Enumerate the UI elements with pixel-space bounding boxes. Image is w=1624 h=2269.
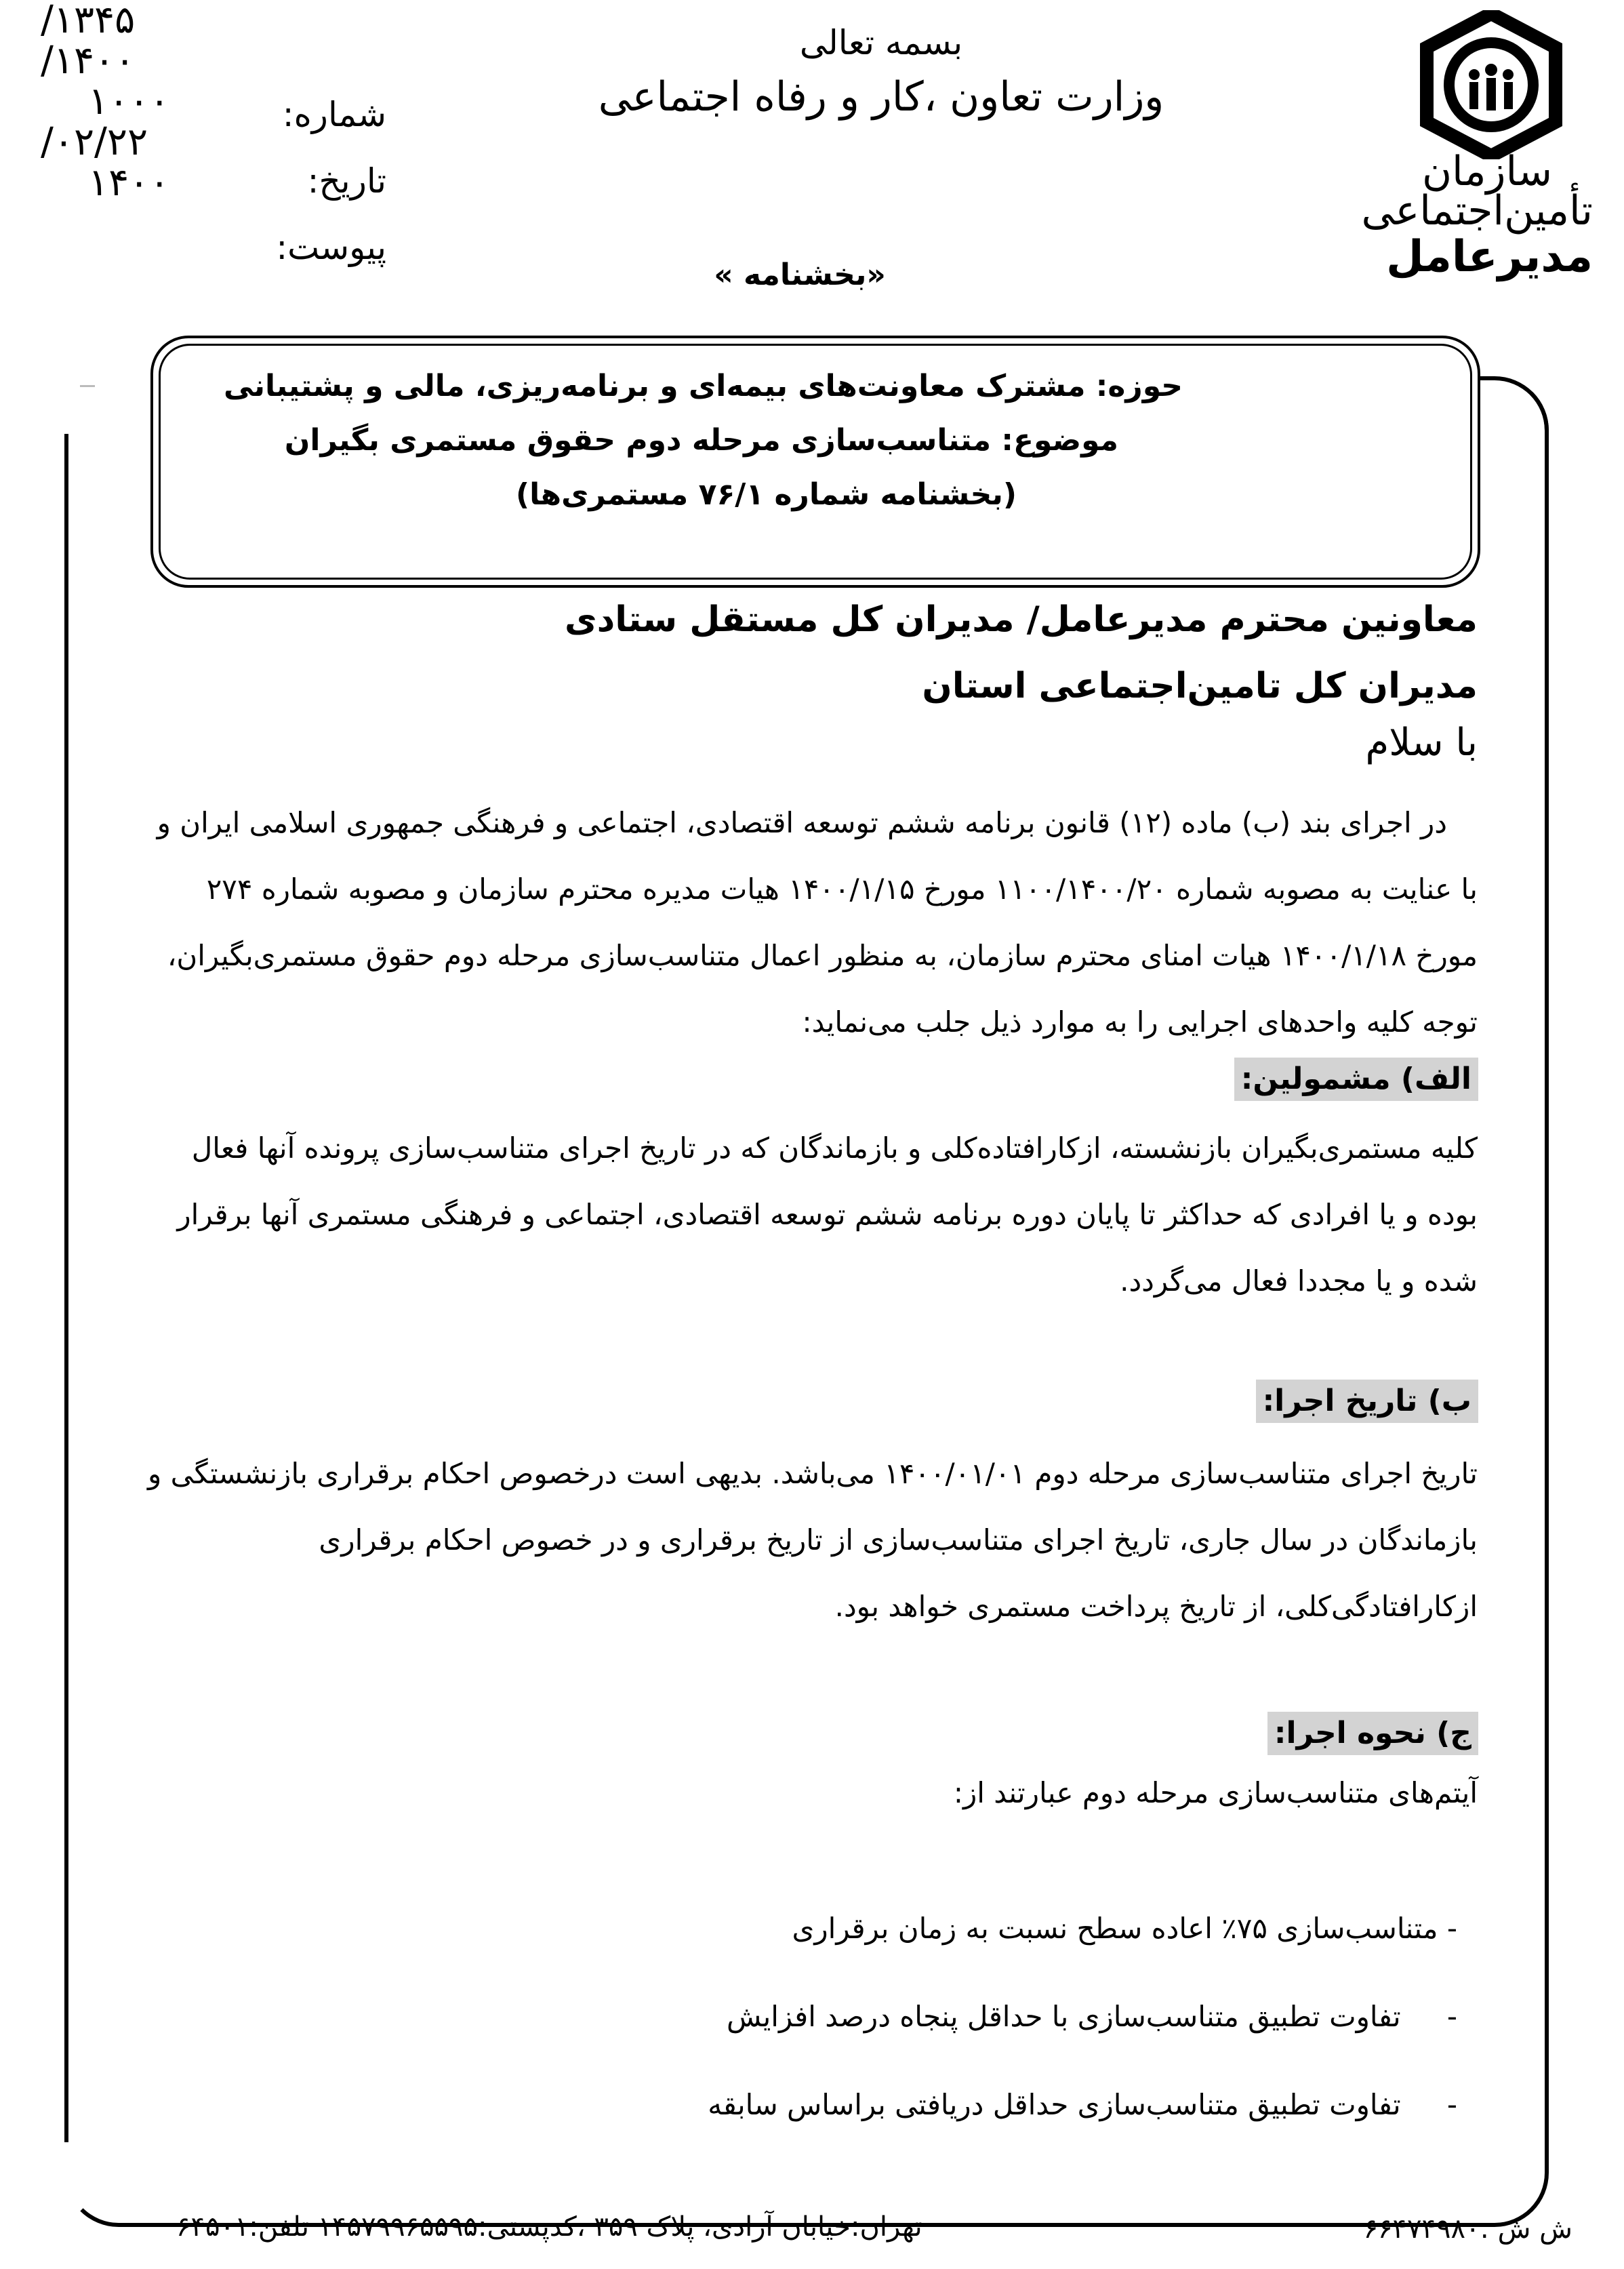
bulletin-label: «بخشنامه » [714, 258, 886, 292]
section-alef-body [119, 1115, 1478, 1314]
section-be-body [119, 1441, 1478, 1640]
section-alef-heading: الف) مشمولین: [1234, 1058, 1478, 1101]
letter-attachment-label: پیوست: [276, 228, 386, 267]
social-security-logo-icon [1410, 10, 1572, 159]
greeting: با سلام [1365, 721, 1478, 765]
section-alef-line: بوده و یا افرادی که حداکثر تا پایان دوره برنامه ششم توسعه اقتصادی، اجتماعی و فرهنگی مستمری آنها برقرار [177, 1198, 1478, 1231]
list-item-dash: - [1446, 2088, 1457, 2121]
intro-line: مورخ ۱۴۰۰/۱/۱۸ هیات امنای محترم سازمان، به منظور اعمال متناسب‌سازی مرحله دوم حقوق مستمری‌بگیران، [167, 939, 1478, 972]
logo-org-line1: سازمان [1421, 148, 1552, 195]
subject-domain: حوزه: مشترک معاونت‌های بیمه‌ای و برنامه‌ریزی، مالی و پشتیبانی [224, 369, 1183, 403]
letter-number-value-3: ۱۰۰۰ [88, 79, 170, 123]
list-item-text: - متناسب‌سازی ۷۵٪ اعاده سطح نسبت به زمان برقراری [792, 1912, 1457, 1945]
list-item-text: تفاوت تطبیق متناسب‌سازی با حداقل پنجاه درصد افزایش [727, 2000, 1401, 2033]
list-item-text: تفاوت تطبیق متناسب‌سازی حداقل دریافتی براساس سابقه [708, 2088, 1401, 2121]
logo-org-line2: تأمین‌اجتماعی [1361, 187, 1593, 235]
section-jim-heading: ج) نحوه اجرا: [1267, 1712, 1478, 1755]
section-jim-intro: آیتم‌های متناسب‌سازی مرحله دوم عبارتند از: [953, 1776, 1478, 1809]
letter-header [474, 19, 1288, 127]
letter-number-value-2: /۱۴۰۰ [41, 39, 136, 83]
intro-line: با عنایت به مصوبه شماره ۱۱۰۰/۱۴۰۰/۲۰ مورخ ۱۴۰۰/۱/۱۵ هیات مدیره محترم سازمان و مصوبه شماره ۲۷۴ [206, 872, 1478, 906]
section-be-heading: ب) تاریخ اجرا: [1256, 1380, 1478, 1423]
subject-box [203, 359, 1220, 522]
addressee-line-2: مدیران کل تامین‌اجتماعی استان [922, 666, 1478, 706]
logo-title: مدیرعامل [1386, 232, 1593, 282]
subject-topic: موضوع: متناسب‌سازی مرحله دوم حقوق مستمری بگیران [284, 423, 1118, 458]
list-item-dash: - [1446, 2000, 1457, 2033]
page-frame-corner [1478, 376, 1549, 444]
letter-date-value-1: /۰۲/۲۲ [41, 120, 148, 164]
intro-paragraph [119, 790, 1478, 1056]
footer-code: ش ش :۶۶۴۷۴۹۸۰ [1363, 2213, 1572, 2245]
section-alef-line: شده و یا مجددا فعال می‌گردد. [1120, 1264, 1478, 1298]
list-item [474, 1905, 1478, 1952]
section-be-line: بازماندگان در سال جاری، تاریخ اجرای متناسب‌سازی از تاریخ برقراری و در خصوص احکام برقراری [319, 1523, 1478, 1557]
intro-line: توجه کلیه واحدهای اجرایی را به موارد ذیل جلب می‌نماید: [802, 1005, 1478, 1039]
footer-address: تهران:خیابان آزادی، پلاک ۳۵۹ ،کدپستی:۱۴۵۷۹۹۶۵۵۹۵ تلفن:۶۴۵۰۱ [176, 2211, 922, 2243]
letter-meta-labels [258, 81, 386, 281]
addressees [203, 586, 1478, 767]
basmala: بسمه تعالی [799, 23, 963, 62]
logo-text [1328, 148, 1593, 283]
subject-bulletin-number: (بخشنامه شماره ۷۶/۱ مستمری‌ها) [515, 477, 1017, 512]
section-be-line: ازکارافتادگی‌کلی، از تاریخ پرداخت مستمری خواهد بود. [834, 1590, 1478, 1623]
page-frame-left-line [64, 434, 68, 2142]
letter-number-value-1: /۱۳۴۵ [41, 0, 136, 42]
letter-date-value-2: ۱۴۰۰ [88, 161, 170, 205]
letter-number-label: شماره: [282, 95, 386, 134]
intro-line: در اجرای بند (ب) ماده (۱۲) قانون برنامه ششم توسعه اقتصادی، اجتماعی و فرهنگی جمهوری اسلامی ایران و [157, 806, 1447, 839]
ministry-name: وزارت تعاون ،کار و رفاه اجتماعی [598, 73, 1164, 121]
list-item [474, 2081, 1457, 2129]
letter-date-label: تاریخ: [307, 161, 386, 201]
section-be-line: تاریخ اجرای متناسب‌سازی مرحله دوم ۱۴۰۰/۰۱/۰۱ می‌باشد. بدیهی است درخصوص احکام برقراری بازنشستگی و [148, 1457, 1478, 1490]
list-item [474, 1993, 1457, 2041]
frame-tick-mark [80, 385, 95, 387]
letter-meta-values [41, 0, 210, 203]
section-alef-line: کلیه مستمری‌بگیران بازنشسته، ازکارافتاده‌کلی و بازماندگان که در تاریخ اجرای متناسب‌سازی پرونده آنها فعال [191, 1131, 1478, 1165]
addressee-line-1: معاونین محترم مدیرعامل/ مدیران کل مستقل ستادی [564, 599, 1478, 640]
